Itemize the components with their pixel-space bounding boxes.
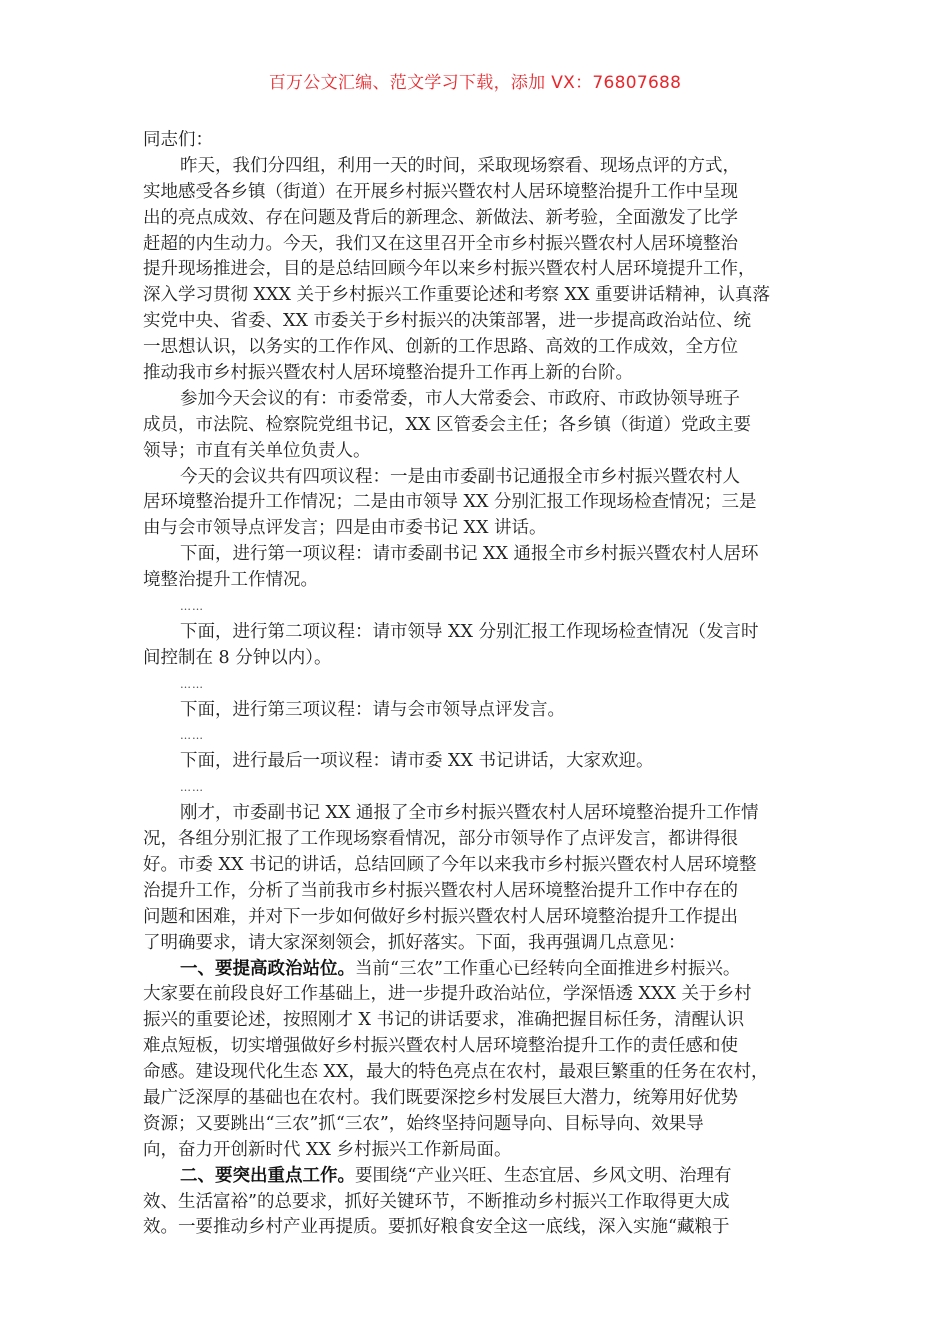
paragraph-attendees: [143, 387, 823, 465]
paragraph-agenda-item-2: [143, 620, 823, 672]
text-line: 下面，进行第一项议程：请市委副书记 XX 通报全市乡村振兴暨农村人居环: [180, 544, 759, 565]
text-line: 了明确要求，请大家深刻领会，抓好落实。下面，我再强调几点意见：: [143, 932, 686, 953]
document-body: [143, 128, 823, 1241]
text-line: 效、生活富裕”的总要求，抓好关键环节，不断推动乡村振兴工作取得更大成: [143, 1191, 730, 1212]
text-line: 效。一要推动乡村产业再提质。要抓好粮食安全这一底线，深入实施“藏粮于: [143, 1217, 730, 1238]
text-line: 最广泛深厚的基础也在农村。我们既要深挖乡村发展巨大潜力，统筹用好优势: [143, 1087, 738, 1108]
text-line: 治提升工作，分析了当前我市乡村振兴暨农村人居环境整治提升工作中存在的: [143, 880, 738, 901]
section-political-stance: [143, 957, 823, 1164]
text-line: 出的亮点成效、存在问题及背后的新理念、新做法、新考验，全面激发了比学: [143, 207, 738, 228]
text-line: 振兴的重要论述，按照刚才 X 书记的讲话要求，准确把握目标任务，清醒认识: [143, 1010, 745, 1031]
text-line: 大家要在前段良好工作基础上，进一步提升政治站位，学深悟透 XXX 关于乡村: [143, 984, 752, 1005]
text-line: 间控制在 8 分钟以内）。: [143, 647, 332, 668]
text-line: 资源；又要跳出“三农”抓“三农”，始终坚持问题导向、目标导向、效果导: [143, 1113, 704, 1134]
text-line: 由与会市领导点评发言；四是由市委书记 XX 讲话。: [143, 518, 547, 539]
section-key-work: [143, 1164, 823, 1242]
text-line: 向，奋力开创新时代 XX 乡村振兴工作新局面。: [143, 1139, 512, 1160]
text-line: 居环境整治提升工作情况；二是由市领导 XX 分别汇报工作现场检查情况；三是: [143, 492, 757, 513]
text-line: 推动我市乡村振兴暨农村人居环境整治提升工作再上新的台阶。: [143, 363, 633, 384]
ellipsis: ……: [180, 677, 204, 691]
text-line: 昨天，我们分四组，利用一天的时间，采取现场察看、现场点评的方式，: [180, 155, 740, 176]
text-line: 况，各组分别汇报了工作现场察看情况，部分市领导作了点评发言，都讲得很: [143, 829, 738, 850]
paragraph-agenda: [143, 465, 823, 543]
ellipsis: ……: [180, 729, 204, 743]
text-line: [143, 957, 823, 983]
text-line: 下面，进行第二项议程：请市领导 XX 分别汇报工作现场检查情况（发言时: [180, 621, 759, 642]
section-heading: 二、要突出重点工作。: [180, 1165, 355, 1186]
text-line: 命感。建设现代化生态 XX，最大的特色亮点在农村，最艰巨繁重的任务在农村，: [143, 1062, 769, 1083]
text-line: 实地感受各乡镇（街道）在开展乡村振兴暨农村人居环境整治提升工作中呈现: [143, 181, 738, 202]
text-line: 深入学习贯彻 XXX 关于乡村振兴工作重要论述和考察 XX 重要讲话精神，认真落: [143, 285, 771, 306]
text-line: [143, 1164, 823, 1190]
text-line: 提升现场推进会，目的是总结回顾今年以来乡村振兴暨农村人居环境提升工作，: [143, 259, 756, 280]
text-line: 难点短板，切实增强做好乡村振兴暨农村人居环境整治提升工作的责任感和使: [143, 1036, 738, 1057]
ellipsis: ……: [180, 600, 204, 614]
paragraph-agenda-item-1: [143, 542, 823, 594]
text-line: 成员，市法院、检察院党组书记，XX 区管委会主任；各乡镇（街道）党政主要: [143, 414, 751, 435]
paragraph-opening: [143, 154, 823, 387]
salutation: 同志们：: [143, 130, 213, 150]
paragraph-agenda-item-3: 下面，进行第三项议程：请与会市领导点评发言。: [180, 699, 565, 720]
text-line: 好。市委 XX 书记的讲话，总结回顾了今年以来我市乡村振兴暨农村人居环境整: [143, 854, 757, 875]
watermark-banner: 百万公文汇编、范文学习下载，添加 VX：76807688: [268, 73, 682, 93]
text-line: 今天的会议共有四项议程：一是由市委副书记通报全市乡村振兴暨农村人: [180, 466, 740, 487]
text-run: 要围绕“产业兴旺、生态宜居、乡风文明、治理有: [355, 1165, 732, 1186]
paragraph-agenda-item-4: 下面，进行最后一项议程：请市委 XX 书记讲话，大家欢迎。: [180, 751, 654, 772]
text-line: 实党中央、省委、XX 市委关于乡村振兴的决策部署，进一步提高政治站位、统: [143, 311, 751, 332]
text-run: 当前“三农”工作重心已经转向全面推进乡村振兴。: [355, 958, 741, 979]
text-line: 赶超的内生动力。今天，我们又在这里召开全市乡村振兴暨农村人居环境整治: [143, 233, 738, 254]
text-line: 一思想认识，以务实的工作作风、创新的工作思路、高效的工作成效，全方位: [143, 337, 738, 358]
text-line: 领导；市直有关单位负责人。: [143, 440, 371, 461]
text-line: 刚才，市委副书记 XX 通报了全市乡村振兴暨农村人居环境整治提升工作情: [180, 803, 759, 824]
paragraph-summary: [143, 801, 823, 956]
ellipsis: ……: [180, 781, 204, 795]
section-heading: 一、要提高政治站位。: [180, 958, 355, 979]
text-line: 境整治提升工作情况。: [143, 570, 318, 591]
text-line: 参加今天会议的有：市委常委，市人大常委会、市政府、市政协领导班子: [180, 388, 740, 409]
text-line: 问题和困难，并对下一步如何做好乡村振兴暨农村人居环境整治提升工作提出: [143, 906, 738, 927]
